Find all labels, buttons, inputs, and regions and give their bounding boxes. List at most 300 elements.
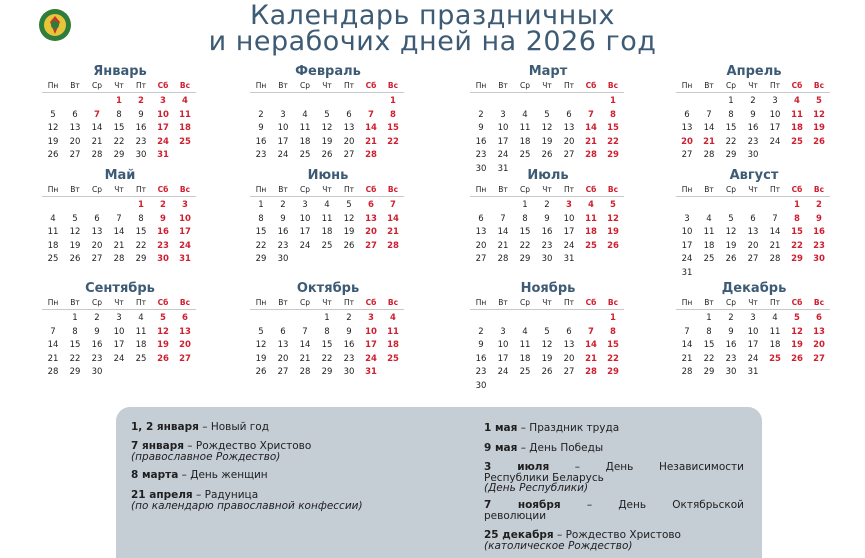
weekday-label: Пт: [130, 184, 152, 197]
day-cell: 28: [585, 367, 597, 377]
weekday-label: Чт: [316, 297, 338, 310]
weekday-label: Вт: [698, 297, 720, 310]
weekday-label: Пт: [558, 297, 580, 310]
page-title-line1: Календарь праздничных: [249, 0, 616, 31]
day-cell: 27: [813, 353, 825, 364]
day-cell: 29: [255, 254, 267, 264]
weekday-label: Пт: [764, 184, 786, 197]
day-cell: 4: [772, 313, 778, 323]
day-cell: 13: [563, 123, 575, 133]
day-cell: 27: [563, 150, 575, 160]
day-cell: 5: [728, 213, 734, 224]
day-cell: 1: [258, 200, 264, 210]
day-cell: 14: [299, 340, 311, 350]
day-cell: 29: [791, 254, 803, 264]
empty-day: [360, 95, 382, 109]
day-cell: 8: [728, 109, 734, 120]
day-cell: 2: [816, 200, 822, 210]
day-cell: 9: [816, 213, 822, 224]
day-cell: 28: [299, 367, 311, 377]
day-cell: 30: [747, 150, 759, 160]
day-cell: 12: [791, 326, 803, 337]
day-cell: 22: [113, 136, 125, 147]
day-cell: 6: [182, 313, 188, 323]
day-cell: 18: [585, 227, 597, 237]
month-name: Март: [528, 64, 568, 79]
day-cell: 19: [69, 240, 81, 251]
day-cell: 22: [321, 353, 333, 364]
day-cell: 16: [475, 353, 487, 364]
day-cell: 15: [387, 123, 399, 133]
empty-day: [294, 312, 316, 326]
weekday-label: Вс: [808, 80, 830, 93]
weekday-label: Пн: [42, 184, 64, 197]
day-cell: 18: [321, 227, 333, 237]
day-cell: 2: [478, 326, 484, 337]
day-cell: 26: [607, 240, 619, 251]
day-cell: 10: [563, 213, 575, 224]
day-cell: 14: [585, 123, 597, 133]
day-cell: 1: [610, 313, 616, 323]
day-cell: 28: [91, 150, 103, 160]
day-cell: 19: [343, 227, 355, 237]
weekday-label: Пт: [558, 80, 580, 93]
day-cell: 7: [302, 326, 308, 337]
day-cell: 24: [277, 150, 289, 160]
day-cell: 4: [522, 109, 528, 120]
weekday-label: Сб: [786, 80, 808, 93]
day-cell: 14: [585, 340, 597, 350]
holiday-date: 9 мая: [484, 442, 518, 454]
day-cell: 20: [277, 353, 289, 364]
weekday-label: Пт: [130, 297, 152, 310]
day-cell: 1: [522, 200, 528, 210]
empty-day: [250, 95, 272, 109]
day-cell: 21: [387, 227, 399, 237]
weekday-label: Чт: [536, 80, 558, 93]
day-cell: 2: [478, 109, 484, 120]
day-cell: 31: [179, 254, 191, 264]
day-cell: 24: [497, 150, 509, 160]
month-block: [672, 167, 836, 280]
month-name: Ноябрь: [520, 281, 576, 296]
day-cell: 9: [478, 340, 484, 350]
day-cell: 22: [255, 240, 267, 251]
day-cell: 5: [258, 326, 264, 337]
empty-day: [86, 199, 108, 213]
day-cell: 15: [607, 340, 619, 350]
day-cell: 3: [566, 200, 572, 210]
day-cell: 14: [497, 227, 509, 237]
holiday-item: [484, 423, 744, 434]
day-cell: 15: [519, 227, 531, 237]
day-cell: 14: [703, 123, 715, 133]
weekday-label: Вт: [64, 80, 86, 93]
weekday-label: Вт: [492, 80, 514, 93]
day-cell: 26: [725, 254, 737, 264]
day-cell: 25: [791, 136, 803, 147]
day-cell: 18: [769, 340, 781, 350]
day-cell: 3: [684, 213, 690, 224]
day-cell: 4: [706, 213, 712, 224]
empty-day: [676, 312, 698, 326]
day-cell: 7: [706, 109, 712, 120]
empty-day: [676, 199, 698, 213]
day-cell: 18: [519, 136, 531, 147]
day-cell: 12: [255, 340, 267, 350]
day-cell: 27: [475, 254, 487, 264]
day-cell: 26: [541, 367, 553, 377]
day-cell: 26: [321, 150, 333, 160]
weekday-label: Пн: [470, 80, 492, 93]
day-cell: 8: [116, 109, 122, 120]
day-cell: 5: [346, 200, 352, 210]
day-cell: 18: [791, 123, 803, 133]
day-cell: 20: [681, 136, 693, 147]
holiday-name-cont: Республики Беларусь: [484, 471, 604, 484]
weekday-label: Вс: [808, 297, 830, 310]
day-cell: 8: [72, 326, 78, 337]
day-cell: 21: [299, 353, 311, 364]
day-cell: 30: [475, 163, 487, 174]
day-cell: 6: [346, 109, 352, 120]
day-cell: 3: [302, 200, 308, 210]
day-cell: 7: [390, 200, 396, 210]
day-cell: 27: [365, 240, 377, 251]
holiday-date: 21 апреля: [131, 489, 193, 501]
day-cell: 27: [179, 353, 191, 364]
holiday-item: [484, 462, 744, 494]
day-cell: 13: [563, 340, 575, 350]
day-cell: 28: [703, 150, 715, 160]
day-cell: 16: [135, 123, 147, 133]
day-cell: 29: [607, 150, 619, 160]
day-cell: 17: [497, 353, 509, 364]
day-cell: 20: [563, 353, 575, 364]
weekday-label: Ср: [86, 297, 108, 310]
day-cell: 31: [747, 367, 759, 377]
day-cell: 7: [684, 326, 690, 337]
day-cell: 23: [475, 367, 487, 377]
empty-day: [250, 312, 272, 326]
weekday-label: Пт: [338, 184, 360, 197]
day-cell: 16: [277, 227, 289, 237]
weekday-label: Сб: [360, 184, 382, 197]
day-cell: 31: [681, 267, 693, 278]
empty-day: [470, 312, 492, 326]
day-cell: 14: [387, 213, 399, 224]
day-cell: 27: [69, 150, 81, 160]
day-cell: 28: [113, 254, 125, 264]
day-cell: 18: [179, 123, 191, 133]
holiday-note: (католическое Рождество): [484, 539, 633, 552]
day-cell: 24: [113, 353, 125, 364]
day-cell: 10: [497, 123, 509, 133]
weekday-label: Чт: [108, 184, 130, 197]
day-cell: 8: [610, 326, 616, 337]
day-cell: 8: [390, 109, 396, 120]
day-cell: 28: [681, 367, 693, 377]
day-cell: 20: [179, 340, 191, 350]
day-cell: 9: [750, 109, 756, 120]
day-cell: 11: [791, 109, 803, 120]
day-cell: 5: [544, 109, 550, 120]
day-cell: 18: [299, 136, 311, 147]
month-name: Декабрь: [721, 281, 787, 296]
weekday-label: Вт: [272, 297, 294, 310]
day-cell: 2: [750, 96, 756, 106]
month-name: Май: [104, 168, 136, 183]
day-cell: 9: [478, 123, 484, 133]
day-cell: 26: [69, 254, 81, 264]
weekday-label: Вт: [272, 80, 294, 93]
day-cell: 4: [50, 213, 56, 224]
day-cell: 11: [519, 340, 531, 350]
day-cell: 1: [390, 96, 396, 106]
day-cell: 3: [500, 326, 506, 337]
day-cell: 2: [138, 96, 144, 106]
day-cell: 29: [321, 367, 333, 377]
day-cell: 30: [475, 380, 487, 391]
day-cell: 1: [728, 96, 734, 106]
day-cell: 14: [113, 227, 125, 237]
day-cell: 30: [135, 150, 147, 160]
day-cell: 6: [280, 326, 286, 337]
day-cell: 13: [69, 123, 81, 133]
day-cell: 17: [277, 136, 289, 147]
empty-day: [536, 95, 558, 109]
weekday-label: Сб: [152, 80, 174, 93]
day-cell: 2: [346, 313, 352, 323]
day-cell: 8: [138, 213, 144, 224]
weekday-label: Ср: [720, 297, 742, 310]
month-block: [38, 167, 202, 267]
month-block: [466, 167, 630, 267]
day-cell: 8: [794, 213, 800, 224]
day-cell: 6: [566, 326, 572, 337]
day-cell: 22: [725, 136, 737, 147]
holiday-name: – Новый год: [198, 421, 269, 433]
day-cell: 3: [368, 313, 374, 323]
day-cell: 12: [725, 227, 737, 237]
day-cell: 3: [772, 96, 778, 106]
weekday-label: Сб: [360, 297, 382, 310]
day-cell: 27: [747, 254, 759, 264]
day-cell: 16: [91, 340, 103, 350]
day-cell: 18: [703, 240, 715, 251]
day-cell: 23: [343, 353, 355, 364]
weekday-label: Вс: [382, 184, 404, 197]
day-cell: 27: [277, 367, 289, 377]
empty-day: [514, 95, 536, 109]
weekday-label: Чт: [536, 184, 558, 197]
holiday-date: 1 мая: [484, 422, 518, 434]
day-cell: 1: [706, 313, 712, 323]
day-cell: 20: [747, 240, 759, 251]
day-cell: 23: [475, 150, 487, 160]
empty-day: [316, 95, 338, 109]
day-cell: 29: [69, 367, 81, 377]
day-cell: 28: [497, 254, 509, 264]
weekday-label: Пн: [676, 297, 698, 310]
day-cell: 20: [475, 240, 487, 251]
day-cell: 21: [769, 240, 781, 251]
day-cell: 17: [497, 136, 509, 147]
day-cell: 13: [343, 123, 355, 133]
weekday-label: Сб: [580, 184, 602, 197]
day-cell: 22: [607, 136, 619, 147]
day-cell: 26: [47, 150, 59, 160]
day-cell: 1: [324, 313, 330, 323]
weekday-label: Вс: [602, 297, 624, 310]
weekday-label: Вс: [602, 80, 624, 93]
day-cell: 2: [280, 200, 286, 210]
weekday-label: Вт: [272, 184, 294, 197]
day-cell: 28: [769, 254, 781, 264]
day-cell: 10: [179, 213, 191, 224]
day-cell: 2: [258, 109, 264, 120]
holiday-item: [131, 441, 451, 462]
day-cell: 24: [563, 240, 575, 251]
day-cell: 8: [324, 326, 330, 337]
holiday-item: [131, 470, 451, 481]
day-cell: 4: [522, 326, 528, 337]
day-cell: 23: [813, 240, 825, 251]
day-cell: 9: [280, 213, 286, 224]
day-cell: 4: [138, 313, 144, 323]
weekday-label: Вс: [602, 184, 624, 197]
day-cell: 12: [321, 123, 333, 133]
weekday-label: Вс: [174, 184, 196, 197]
day-cell: 6: [368, 200, 374, 210]
day-cell: 17: [769, 123, 781, 133]
day-cell: 1: [794, 200, 800, 210]
weekday-label: Ср: [514, 184, 536, 197]
day-cell: 5: [72, 213, 78, 224]
empty-day: [42, 199, 64, 213]
day-cell: 9: [728, 326, 734, 337]
weekday-label: Ср: [720, 80, 742, 93]
day-cell: 12: [541, 340, 553, 350]
day-cell: 7: [500, 213, 506, 224]
weekday-label: Ср: [514, 80, 536, 93]
day-cell: 17: [299, 227, 311, 237]
day-cell: 13: [91, 227, 103, 237]
day-cell: 29: [135, 254, 147, 264]
day-cell: 15: [791, 227, 803, 237]
holiday-note: (по календарю православной конфессии): [131, 499, 363, 512]
day-cell: 1: [72, 313, 78, 323]
day-cell: 7: [772, 213, 778, 224]
holiday-name-cont: революции: [484, 509, 547, 522]
day-cell: 14: [47, 340, 59, 350]
day-cell: 24: [769, 136, 781, 147]
day-cell: 31: [365, 367, 377, 377]
month-name: Август: [729, 168, 779, 183]
month-block: [466, 280, 630, 393]
holiday-name: – День Октябрьской: [560, 499, 744, 511]
holiday-item: [131, 490, 451, 511]
holiday-date: 25 декабря: [484, 529, 554, 541]
day-cell: 31: [157, 150, 169, 160]
day-cell: 27: [563, 367, 575, 377]
day-cell: 13: [277, 340, 289, 350]
day-cell: 20: [563, 136, 575, 147]
day-cell: 31: [497, 163, 509, 174]
empty-day: [272, 312, 294, 326]
day-cell: 3: [160, 96, 166, 106]
day-cell: 24: [179, 240, 191, 251]
weekday-label: Сб: [786, 297, 808, 310]
day-cell: 23: [277, 240, 289, 251]
day-cell: 26: [343, 240, 355, 251]
day-cell: 4: [588, 200, 594, 210]
day-cell: 7: [116, 213, 122, 224]
day-cell: 21: [91, 136, 103, 147]
month-block: [246, 63, 410, 163]
weekday-label: Пт: [764, 297, 786, 310]
emblem-icon: [38, 8, 72, 42]
weekday-label: Сб: [152, 184, 174, 197]
holiday-name: – День женщин: [178, 469, 268, 481]
day-cell: 19: [813, 123, 825, 133]
day-cell: 4: [390, 313, 396, 323]
day-cell: 12: [47, 123, 59, 133]
day-cell: 30: [277, 254, 289, 264]
day-cell: 22: [69, 353, 81, 364]
day-cell: 23: [91, 353, 103, 364]
day-cell: 6: [816, 313, 822, 323]
month-name: Сентябрь: [85, 281, 155, 296]
empty-day: [558, 95, 580, 109]
day-cell: 24: [299, 240, 311, 251]
empty-day: [86, 95, 108, 109]
day-cell: 16: [157, 227, 169, 237]
day-cell: 16: [343, 340, 355, 350]
day-cell: 24: [365, 353, 377, 364]
day-cell: 3: [116, 313, 122, 323]
weekday-label: Пт: [338, 80, 360, 93]
day-cell: 26: [541, 150, 553, 160]
day-cell: 4: [324, 200, 330, 210]
weekday-label: Сб: [152, 297, 174, 310]
day-cell: 25: [769, 353, 781, 364]
day-cell: 22: [607, 353, 619, 364]
holiday-name: – День Победы: [517, 442, 604, 454]
holiday-date: 1, 2 января: [131, 421, 199, 433]
holiday-name: – Рождество Христово: [183, 440, 312, 452]
day-cell: 9: [544, 213, 550, 224]
weekday-label: Пн: [676, 80, 698, 93]
day-cell: 16: [541, 227, 553, 237]
day-cell: 4: [302, 109, 308, 120]
day-cell: 7: [94, 109, 100, 120]
empty-day: [470, 199, 492, 213]
day-cell: 16: [725, 340, 737, 350]
weekday-label: Ср: [86, 80, 108, 93]
empty-day: [536, 312, 558, 326]
holiday-name: – День Независимости: [549, 461, 744, 473]
day-cell: 7: [368, 109, 374, 120]
day-cell: 5: [544, 326, 550, 337]
weekday-label: Вс: [174, 80, 196, 93]
day-cell: 9: [138, 109, 144, 120]
day-cell: 17: [365, 340, 377, 350]
weekday-label: Ср: [86, 184, 108, 197]
day-cell: 16: [747, 123, 759, 133]
day-cell: 8: [706, 326, 712, 337]
empty-day: [580, 95, 602, 109]
